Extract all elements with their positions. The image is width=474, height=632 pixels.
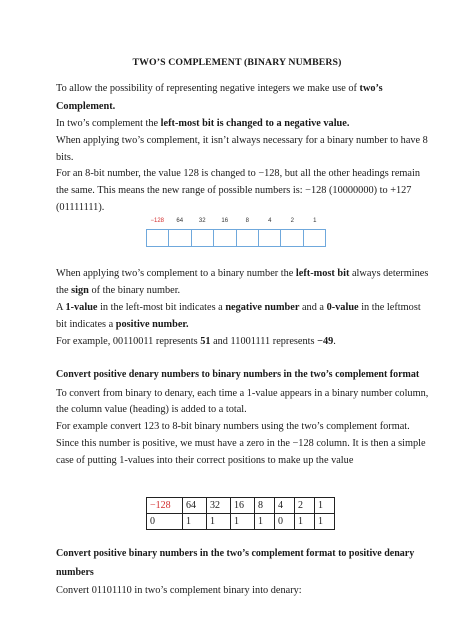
- intro-line-6: For an 8-bit number, the value 128 is changed to −128, but all the other headings remain: [56, 168, 420, 179]
- table-cell: 4: [275, 498, 295, 514]
- text: of the binary number.: [88, 285, 181, 296]
- sign-line-1: [56, 268, 428, 280]
- heading-cell: 8: [245, 218, 249, 224]
- table-cell: 2: [295, 498, 315, 514]
- text: bit indicates a: [56, 319, 116, 330]
- table-cell: 0: [147, 514, 183, 530]
- intro-line-4: When applying two’s complement, it isn’t always necessary for a binary number to have 8: [56, 135, 428, 146]
- section-heading-denary-to-binary: Convert positive denary numbers to binary numbers in the two’s complement format: [56, 369, 420, 380]
- bold-text: 0-value: [326, 302, 359, 313]
- sign-line-2: [56, 285, 180, 297]
- empty-box: [147, 230, 169, 246]
- section-heading-binary-to-denary: Convert positive binary numbers in the two’s complement format to positive denary: [56, 548, 415, 559]
- section3-line-1: Convert 01101110 in two’s complement binary into denary:: [56, 585, 302, 596]
- table-cell: 0: [275, 514, 295, 530]
- template-table-boxes: [146, 229, 326, 247]
- table-row: [147, 514, 335, 530]
- section2-line-1: To convert from binary to denary, each time a 1-value appears in a binary number column,: [56, 388, 429, 399]
- table-cell: −128: [147, 498, 183, 514]
- bold-text: 1-value: [65, 302, 98, 313]
- heading-cell: 64: [176, 218, 184, 224]
- section2-line-5: case of putting 1-values into their correct positions to make up the value: [56, 455, 354, 466]
- empty-box: [304, 230, 325, 246]
- text: In two’s complement the: [56, 118, 161, 129]
- empty-box: [214, 230, 236, 246]
- table-cell: 1: [207, 514, 231, 530]
- intro-line-7: the same. This means the new range of possible numbers is: −128 (10000000) to +127: [56, 185, 412, 196]
- text: and a: [299, 302, 327, 313]
- empty-box: [259, 230, 281, 246]
- table-cell: 1: [231, 514, 255, 530]
- text: in the leftmost: [358, 302, 421, 313]
- heading-cell: −128: [150, 218, 164, 224]
- intro-line-5: bits.: [56, 152, 74, 163]
- intro-line-8: (01111111).: [56, 202, 105, 213]
- conversion-table: [146, 497, 335, 530]
- section2-line-4: Since this number is positive, we must have a zero in the −128 column. It is then a simple: [56, 438, 426, 449]
- table-cell: 1: [183, 514, 207, 530]
- table-cell: 8: [255, 498, 275, 514]
- text: To allow the possibility of representing negative integers we make use of: [56, 83, 360, 94]
- text: and 11001111 represents: [210, 336, 318, 347]
- empty-box: [192, 230, 214, 246]
- bold-text: negative number: [225, 302, 300, 313]
- bold-text: positive number.: [115, 319, 189, 330]
- text: When applying two’s complement to a binary number the: [56, 268, 296, 279]
- text: always determines: [349, 268, 429, 279]
- intro-line-2: [56, 101, 115, 113]
- section2-line-2: the column value (heading) is added to a total.: [56, 404, 247, 415]
- table-row: [147, 498, 335, 514]
- heading-cell: 1: [313, 218, 317, 224]
- section-heading-binary-to-denary-cont: numbers: [56, 567, 94, 578]
- intro-line-3: [56, 118, 349, 130]
- heading-cell: 2: [290, 218, 294, 224]
- sign-line-4: [56, 319, 189, 331]
- table-cell: 64: [183, 498, 207, 514]
- text: .: [333, 336, 336, 347]
- bold-text: left-most bit: [295, 268, 350, 279]
- table-cell: 1: [315, 514, 335, 530]
- table-cell: 1: [255, 514, 275, 530]
- empty-box: [281, 230, 303, 246]
- section2-line-3: For example convert 123 to 8-bit binary numbers using the two’s complement format.: [56, 421, 410, 432]
- heading-cell: 32: [198, 218, 206, 224]
- text: For example, 00110011 represents: [56, 336, 201, 347]
- table-cell: 32: [207, 498, 231, 514]
- sign-line-5: [56, 336, 336, 348]
- page-title: TWO’S COMPLEMENT (BINARY NUMBERS): [132, 57, 342, 68]
- text: A: [56, 302, 66, 313]
- bold-text: two’s: [359, 83, 383, 94]
- bold-text: sign: [71, 285, 89, 296]
- text: in the left-most bit indicates a: [97, 302, 226, 313]
- heading-cell: 16: [221, 218, 229, 224]
- template-table-headings: [146, 218, 326, 228]
- heading-cell: 4: [268, 218, 272, 224]
- intro-line-1: [56, 83, 383, 95]
- bold-text: −49: [317, 336, 334, 347]
- empty-box: [169, 230, 191, 246]
- sign-line-3: [56, 302, 421, 314]
- bold-text: left-most bit is changed to a negative value.: [160, 118, 350, 129]
- text: the: [56, 285, 72, 296]
- empty-box: [237, 230, 259, 246]
- table-cell: 1: [295, 514, 315, 530]
- bold-text: Complement.: [56, 101, 116, 112]
- table-cell: 1: [315, 498, 335, 514]
- bold-text: 51: [200, 336, 211, 347]
- table-cell: 16: [231, 498, 255, 514]
